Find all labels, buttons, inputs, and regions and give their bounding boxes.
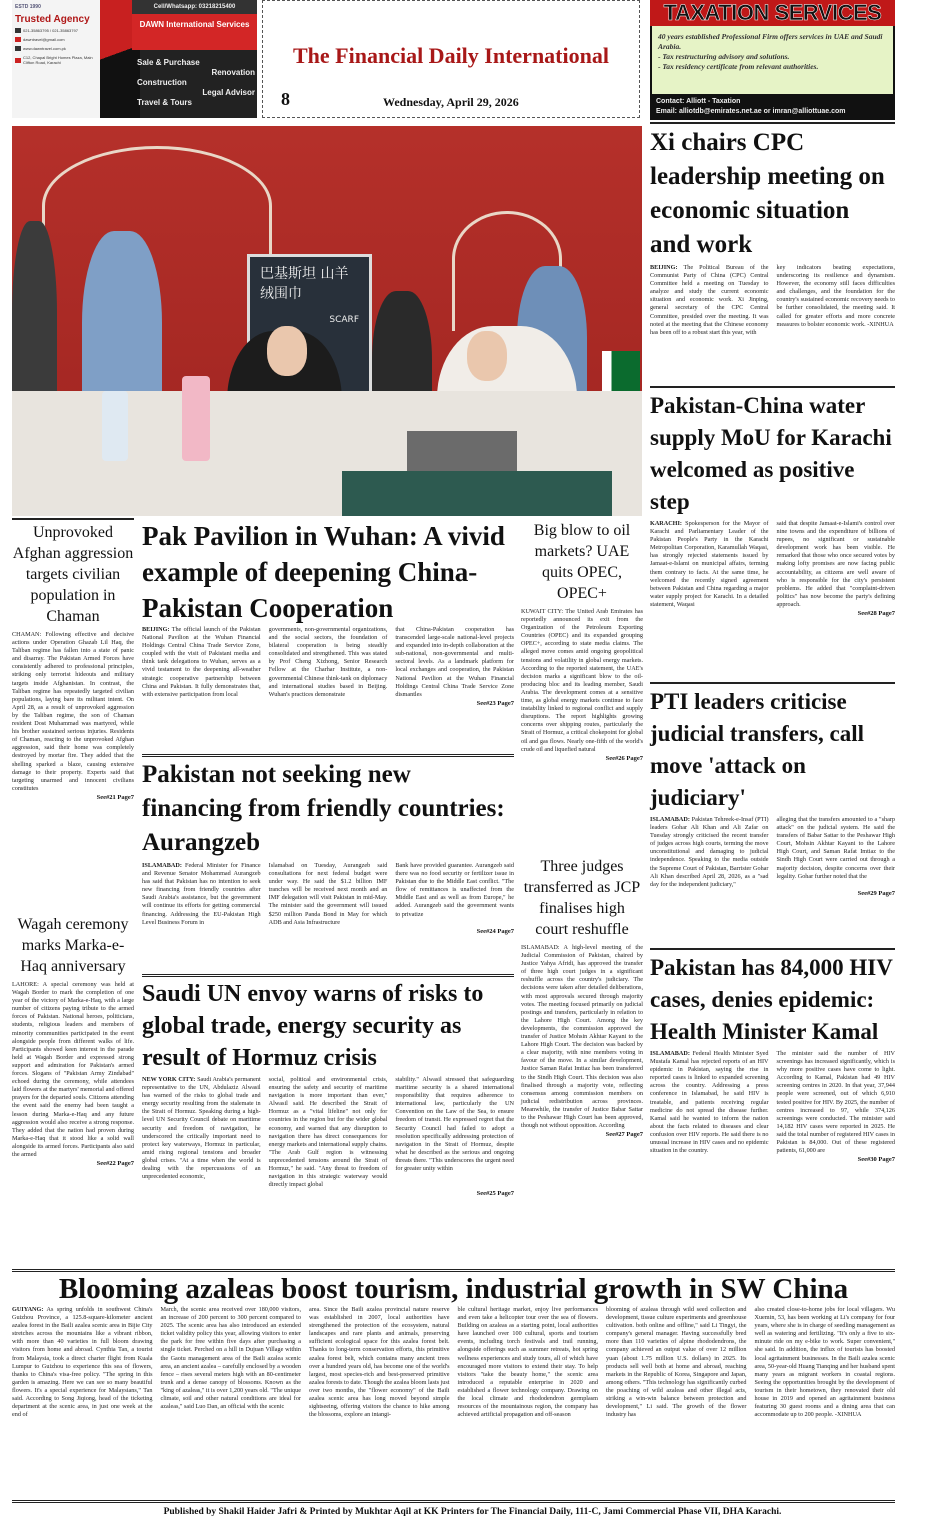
ad-tax-line: - Tax restructuring advisory and solutions. <box>658 52 790 61</box>
article-hiv <box>650 952 895 1163</box>
article-body: KUWAIT CITY: The United Arab Emirates has reportedly announced its exit from the Organization of the Petroleum Exporting Countries (OPEC) and its expanded grouping OPEC+, according to state media claims. The alleged move comes amid ongoing geopolitical tensions and volatility in global energy markets. According to the reported statement, the UAE's decision marks a significant blow to the oil-producing bloc and its leading member, Saudi Arabia. The development comes at a sensitive time, as global energy markets continue to face instability linked to regional conflict and supply disruptions. The report highlights growing concerns over shipping routes, particularly the Strait of Hormuz, a critical chokepoint for global oil and gas flows. Nearly one-fifth of the world's crude oil and liquefied natural <box>521 608 643 753</box>
photo-blue-bottle <box>102 391 128 461</box>
email-icon <box>15 37 21 42</box>
article-chaman <box>12 522 134 801</box>
article-wagah <box>12 914 134 1167</box>
phone-icon <box>15 28 21 33</box>
continued-link[interactable]: See#22 Page7 <box>96 1160 134 1168</box>
headline: Pak Pavilion in Wuhan: A vivid example of deepening China-Pakistan Cooperation <box>142 521 505 623</box>
headline: Big blow to oil markets? UAE quits OPEC, OPEC+ <box>533 522 631 602</box>
continued-link[interactable]: See#26 Page7 <box>605 754 643 762</box>
article-azaleas <box>12 1272 895 1419</box>
photo-face <box>267 326 307 376</box>
divider <box>650 386 895 388</box>
headline: PTI leaders criticise judicial transfers, call move 'attack on judiciary' <box>650 689 864 810</box>
article-body: CHAMAN: Following effective and decisive actions under Operation Ghazab Lil Haq, the Taliban regime has fallen into a state of panic and disarray. The Pakistan Armed Forces have consistently adhered to professional principles, striking only terrorist hideouts and military targets inside Afghanistan. In contrast, the Taliban regime has repeatedly targeted civilian populations, laying bare its militant intent. On April 28, as a result of unprovoked aggression by the Taliban regime, the son of Chaman resident Dost Muhammad was martyred, while his brother sustained serious injuries. Residents of Chaman, reacting to the unprovoked Afghan aggression, said their home was completely destroyed by mortar fire. They added that the shelling sparked a blaze, causing extensive damage to their property. Experts said that targeting unarmed and innocent civilians constitutes <box>12 631 134 792</box>
headline: Unprovoked Afghan aggression targets civilian population in Chaman <box>12 524 134 625</box>
photo-scarf-sign: 巴基斯坦 山羊绒围巾 SCARF <box>247 254 372 459</box>
divider <box>650 948 895 950</box>
page-number: 8 <box>281 89 290 109</box>
article-judges <box>521 856 643 1138</box>
ad-dawn-international <box>12 0 257 118</box>
article-body: ISLAMABAD: Federal Minister for Finance and Revenue Senator Mohammad Aurangzeb has said that Pakistan has no intention to seek new financing from friendly countries after Saudi Arabia's assistance, but the government will continue its efforts for getting commercial financing. Addressing the EU-Pakistan High Level Business Forum in Islamabad on Tuesday, Aurangzeb said consultations for next federal budget were under way. He said the $1.2 billion IMF tranches will be received next month and an IMF delegation will visit Pakistan in mid-May. The minister said the government will issued $250 million Panda Bond in May for which ADB and Asia Infrastructure Bank have provided guarantee. Aurangzeb said there was no food security or fertilizer issue in Pakistan due to the Middle East conflict. "The flow of remittances is unaffected from the Middle East and as well as from Europe," he added. Aurangzeb said the government wants to privatize <box>142 862 514 926</box>
article-pavilion <box>142 518 514 707</box>
continued-link[interactable]: See#25 Page7 <box>476 1190 514 1198</box>
article-body: NEW YORK CITY: Saudi Arabia's permanent representative to the UN, Abdulaziz Alwasil has warned of the risks to global trade and energy security resulting from the stalemate in the Strait of Hormuz. Speaking during a high-level UN Security Council debate on maritime security and freedom of navigation, he underscored the critically important need to protect key waterways, Hormuz in particular, amid rising regional tensions and broader global crises. "At a time when the world is dealing with the repercussions of an unprecedented economic, social, political and environmental crisis, ensuring the safety and security of maritime navigation is more important than ever," Alwasil said. He described the Strait of Hormuz as a "vital lifeline" not only for countries in the region but for the wider global economy, and warned that any disruption to navigation there has direct consequences for energy markets and international supply chains. "The Arab Gulf region is witnessing unprecedented tensions around the Strait of Hormuz," he said. "Any threat to freedom of navigation in this strategic waterway would directly impact global stability." Alwasil stressed that safeguarding maritime security is a shared international responsibility that requires adherence to international law, particularly the UN Convention on the Law of the Sea, to ensure freedom of transit. He expressed regret that the Security Council had failed to adopt a resolution specifically addressing protection of navigation in the Strait of Hormuz, despite what he described as the serious and ongoing threats there. "This underscores the urgent need for greater unity within <box>142 1076 514 1189</box>
ad-address: C12, Chapal Bright Homes Plaza, Main Clifton Road, Karachi <box>12 53 100 67</box>
ad-service: Sale & Purchase <box>137 58 200 67</box>
divider <box>12 1500 895 1503</box>
continued-link[interactable]: See#28 Page7 <box>857 610 895 618</box>
ad-service: Legal Advisor <box>202 88 255 97</box>
continued-link[interactable]: See#30 Page7 <box>857 1156 895 1164</box>
article-water-mou <box>650 390 895 617</box>
masthead <box>262 0 640 118</box>
divider <box>142 974 514 977</box>
ad-phone: 021-35863795 / 021-35863797 <box>12 26 100 35</box>
headline: Pakistan has 84,000 HIV cases, denies epidemic: Health Minister Kamal <box>650 955 893 1044</box>
photo-face <box>467 331 507 381</box>
article-body: GUIYANG: As spring unfolds in southwest China's Guizhou Province, a 125.8-square-kilometer ancient azalea forest in the Baili azalea scenic area in Bijie City stretches across the mountains like a vibrant ribbon, with more than 40 varieties in full bloom drawing visitors from home and abroad. Cynthia Tan, a tourist from Malaysia, took a direct charter flight from Kuala Lumpur to Guizhou to experience this sea of flowers, thanks to China's visa-free policy. "The spring in this garden is amazing. Here we can see so many beautiful flowers. It's a special experience for Malaysians," Tan said. According to Song Jiqiong, head of the ticketing department at the scenic area, in just one week at the end of March, the scenic area received over 180,000 visitors, an increase of 200 percent to 300 percent compared to 2025. The scenic area has also introduced an extended ticket validity policy this year, allowing visitors to enter the park for free within five days after purchasing a single ticket. Perched on a hill in Dujuan Village within the Gaotu management area of the Baili azalea scenic area, an ancient azalea – carefully enclosed by a wooden fence – rises several meters high with an 80-centimeter trunk and a dense canopy of blossoms. Known as the "king of azaleas," it is over 1,200 years old. "The unique climate, soil and other natural conditions are ideal for azaleas," said Luo Dan, an official with the scenic area. Since the Baili azalea provincial nature reserve was established in 2007, local authorities have strengthened the protection of the ecosystem, natural landscapes and rare plants and animals, preserving sufficient ecological space for this azalea forest belt. Thanks to long-term conservation efforts, this primitive azalea forest belt, which contains many ancient trees over a hundred years old, has become one of the world's largest, most species-rich and best-preserved primitive azalea forests to date. Though the azalea bloom lasts just over two months, the "flower economy" of the Baili azalea scenic area has long moved beyond simple sightseeing, offering visitors the chance to hike among the blossoms, explore an intangi- ble cultural heritage market, enjoy live performances and even take a helicopter tour over the sea of flowers. Building on azaleas as a starting point, local authorities have launched over 100 cultural, sports and tourism events, including torch festivals and trail running, alongside offerings such as summer retreats, hot spring wellness experiences and study tours, all of which have encouraged more visitors to extend their stay. To help visitors "take the beauty home," the scenic area introduced a reputable enterprise in 2020 and established a flower technology company. Drawing on the local climate and rhododendron germplasm resources of the mountainous region, the company has achieved artificial propagation and off-season blooming of azaleas through wild seed collection and development, tissue culture experiments and greenhouse cultivation. both online and offline," said Li Tingyi, the company's general manager. Having successfully bred more than 110 varieties of alpine rhododendrons, the company achieved an output value of over 12 million yuan (about 1.75 million U.S. dollars) in 2025. Its products sell well both at home and abroad, reaching markets in the Republic of Korea, Singapore and Japan, among others. "This technology has significantly curbed the poaching of wild azaleas and other illegal acts, striking a win-win balance between protection and development," Li said. The growth of the flower industry has also created close-to-home jobs for local villagers. Wu Xuemin, 53, has been working at Li's company for four years, where she is in charge of seedling management as well as watering and fertilizing. "It's only a five to six-minute ride on my e-bike to work. Super convenient," she said. In addition, the influx of tourists has boosted local agritainment businesses. In the Baili azalea scenic area, 50-year-old Huang Tianqing and her husband spent many years as migrant workers in coastal regions. Seeing the opportunities brought by the development of tourism in their hometown, they renovated their old house in 2019 and opened an agritainment business featuring 30 guest rooms and a dining area that can accommodate up to 200 people. -XINHUA <box>12 1306 895 1419</box>
ad-tax-contact: Contact: Alliott - Taxation Email: alliotdb@emirates.net.ae or imran@alliottuae.com <box>656 98 846 115</box>
article-pti <box>650 686 895 897</box>
article-body: LAHORE: A special ceremony was held at Wagah Border to mark the completion of one year of the victory of Marka-e-Haq, with a large number of citizens paying tribute to the armed forces of Pakistan. National heroes, politicians, students, religious leaders and members of minority communities participated in the event alongside people from different walks of life. Participants showed keen interest in the parade held at Wagah Border and expressed strong support and admiration for Pakistan's armed forces. Slogans of "Pakistan Army Zindabad" echoed during the ceremony, while attendees laid flowers at the martyrs' memorial and offered prayers for the departed souls. Citizens attending the event said the enemy had been taught a lesson during Marka-e-Haq and any future aggression would also receive a strong response. They added that the nation had proven during Marka-e-Haq that it stood like a solid wall alongside its armed forces. Participants also said the armed <box>12 981 134 1158</box>
ad-service: Renovation <box>211 68 255 77</box>
ad-services-list <box>137 58 255 108</box>
ad-cell-number: Cell/Whatsapp: 03218215400 <box>132 0 257 14</box>
continued-link[interactable]: See#21 Page7 <box>96 793 134 801</box>
article-xi-cpc <box>650 126 895 337</box>
continued-link[interactable]: See#23 Page7 <box>476 699 514 707</box>
ad-service: Travel & Tours <box>137 98 192 107</box>
ad-dawn-left-panel <box>12 0 100 118</box>
ad-tax-line: 40 years established Professional Firm offers services in UAE and Saudi Arabia. <box>658 32 883 51</box>
headline: Three judges transferred as JCP finalises high court reshuffle <box>523 858 641 938</box>
continued-link[interactable]: See#29 Page7 <box>857 889 895 897</box>
ad-website: www.dawntravel.com.pk <box>12 44 100 53</box>
article-body: KARACHI: Spokesperson for the Mayor of Karachi and Parliamentary Leader of the Pakistan People's Party in the Karachi Metropolitan Corporation, Karamullah Waqasi, has strongly rejected statements issued by Jamaat-e-Islami on municipal affairs, terming them contrary to facts. At the same time, he welcomed the recently signed agreement between Pakistan and China regarding a major water supply project for Karachi. In a detailed statement, Waqasi said that despite Jamaat-e-Islami's control over nine towns and the expenditure of billions of rupees, no significant or sustainable development work has been visible. He remarked that those who once secured votes by making lofty promises are now facing public accountability, as citizens are well aware of who is responsible for the city's persistent problems. He added that "complaint-driven politics" has now become the party's defining approach. <box>650 520 895 608</box>
ad-service: Construction <box>137 78 187 87</box>
headline: Pakistan not seeking new financing from friendly countries: Aurangzeb <box>142 761 505 856</box>
article-body: ISLAMABAD: A high-level meeting of the Judicial Commission of Pakistan, chaired by Justice Yahya Afridi, has approved the transfer of three high court judges in a significant reshuffle across the country's judiciary. The decisions were taken after detailed deliberations, with most approvals secured through majority votes. The meeting focused primarily on judicial postings and transfers, particularly in relation to the Lahore High Court. Among the key developments, the commission approved the transfer of Justice Mohsin Akhtar Kayani to the Lahore High Court. The decision was backed by a clear majority, with nine members voting in favour of the move. In a similar development, Justice Saman Rafat Imtiaz has been transferred to the Sindh High Court. This decision was also finalised through a majority vote, reflecting consensus among commission members on judicial redistribution across provinces. Meanwhile, the transfer of Justice Babar Sattar to the Peshawar High Court has been approved, though not without opposition. According <box>521 944 643 1130</box>
article-saudi-hormuz <box>142 978 514 1197</box>
ad-tax-line: - Tax residency certificate from relevant authorities. <box>658 62 819 71</box>
article-body: BEIJING: The Political Bureau of the Communist Party of China (CPC) Central Committee held a meeting on Tuesday to analyze and study the current economic situation and economic work. Xi Jinping, general secretary of the CPC Central Committee, presided over the meeting. It was noted at the meeting that the Chinese economy has been off to a robust start this year, with key indicators beating expectations, underscoring its resilience and dynamism. However, the economy still faces difficulties and challenges, and the foundation for the country's sustained economic recovery needs to be further consolidated, the meeting said. It called for greater efforts and more concrete measures to bolster economic work. -XINHUA <box>650 264 895 336</box>
headline: Blooming azaleas boost tourism, industrial growth in SW China <box>58 1273 849 1305</box>
ad-trusted-agency: Trusted Agency <box>15 14 90 25</box>
ad-tax-title: TAXATION SERVICES <box>650 0 895 26</box>
printer-imprint: Published by Shakil Haider Jafri & Printed by Mukhtar Aqil at KK Printers for The Financial Daily, 111-C, Jami Commercial Phase VII, DHA Karachi. <box>163 1507 782 1517</box>
newspaper-name: The Financial Daily International <box>293 43 609 68</box>
headline: Pakistan-China water supply MoU for Karachi welcomed as positive step <box>650 393 892 514</box>
pavilion-photo <box>12 126 642 516</box>
photo-jewelry-tray <box>342 471 612 516</box>
divider <box>650 682 895 684</box>
ad-email: dawntravel@gmail.com <box>12 35 100 44</box>
ad-tax-body <box>652 26 893 94</box>
article-body: BEIJING: The official launch of the Pakistan National Pavilion at the Wuhan Financial Holdings Central China Trade Service Zone, coupled with the visit of Pakistani media and think tank delegations to Wuhan, serves as a vivid testament to the deepening all-weather strategic cooperative partnership between China and Pakistan. It fully demonstrates that, with extensive participation from local governments, non-governmental organizations, and the social sectors, the foundation of bilateral cooperation is being steadily consolidated and strengthened. This was stated by Prof Cheng Xizhong, Senior Research Fellow at the Charhar Institute, a non-governmental Chinese think-tank on diplomacy and international studies based in Beijing. Wuhan's practices demonstrate that China-Pakistan cooperation has transcended large-scale national-level projects and expanded into in-depth collaboration at the sub-national, non-governmental and multi-sectoral levels. As a landmark platform for local exchanges and cooperation, the Pakistan National Pavilion at the Wuhan Financial Holdings Central China Trade Service Zone dismantles <box>142 626 514 698</box>
ad-title: DAWN International Services <box>132 14 257 50</box>
location-pin-icon <box>15 58 21 63</box>
divider <box>650 122 895 124</box>
article-opec <box>521 520 643 762</box>
article-aurangzeb <box>142 758 514 935</box>
divider <box>142 754 514 757</box>
article-body: ISLAMABAD: Federal Health Minister Syed Mustafa Kamal has rejected reports of an HIV epidemic in Pakistan, saying the rise in reported cases is linked to expanded screening across the country. Addressing a press conference in Islamabad, he said HIV is treatable, and patients receiving regular medicine do not spread the disease further. Kamal said he wanted to inform the nation about the facts related to diseases and clear confusion over HIV reports. He said there is no unusual increase in HIV cases and no epidemic situation in the country. The minister said the number of HIV screenings has increased significantly, which is why more positive cases have come to light. According to Kamal, Pakistan had 49 HIV screening centres in 2020. In that year, 37,944 people were screened, out of which 6,910 tested positive for HIV. By 2025, the number of centres increased to 97, while 374,126 screenings were conducted. The minister said 14,182 HIV cases were reported in 2025. He said the total number of registered HIV cases in Pakistan is 84,000. Out of these registered patients, 61,000 are <box>650 1050 895 1155</box>
issue-date: Wednesday, April 29, 2026 <box>383 95 519 109</box>
headline: Wagah ceremony marks Marka-e-Haq anniversary <box>17 916 129 975</box>
photo-pink-bottle <box>182 376 210 461</box>
globe-icon <box>15 46 21 51</box>
divider <box>12 518 134 520</box>
headline: Xi chairs CPC leadership meeting on economic situation and work <box>650 129 885 258</box>
ad-taxation-services <box>650 0 895 120</box>
ad-established: ESTD 1990 <box>15 4 41 10</box>
continued-link[interactable]: See#27 Page7 <box>605 1131 643 1139</box>
headline: Saudi UN envoy warns of risks to global trade, energy security as result of Hormuz crisis <box>142 981 484 1071</box>
continued-link[interactable]: See#24 Page7 <box>476 927 514 935</box>
article-body: ISLAMABAD: Pakistan Tehreek-e-Insaf (PTI) leaders Gohar Ali Khan and Ali Zafar on Tuesday strongly criticised the recent transfer of judges across high courts, terming the move unconstitutional and damaging to judicial independence. Speaking to the media outside the Supreme Court of Pakistan, Barrister Gohar Ali Khan described April 28, 2026, as a "sad day for the independent judiciary," alleging that the transfers amounted to a "sharp attack" on the judicial system. He said the transfers of Babar Sattar to the Peshawar High Court, Mohsin Akhtar Kayani to the Lahore High Court, and Saman Rafat Imtiaz to the Sindh High Court were carried out through a majority decision, despite concerns over their legality. Gohar further noted that the <box>650 816 895 888</box>
